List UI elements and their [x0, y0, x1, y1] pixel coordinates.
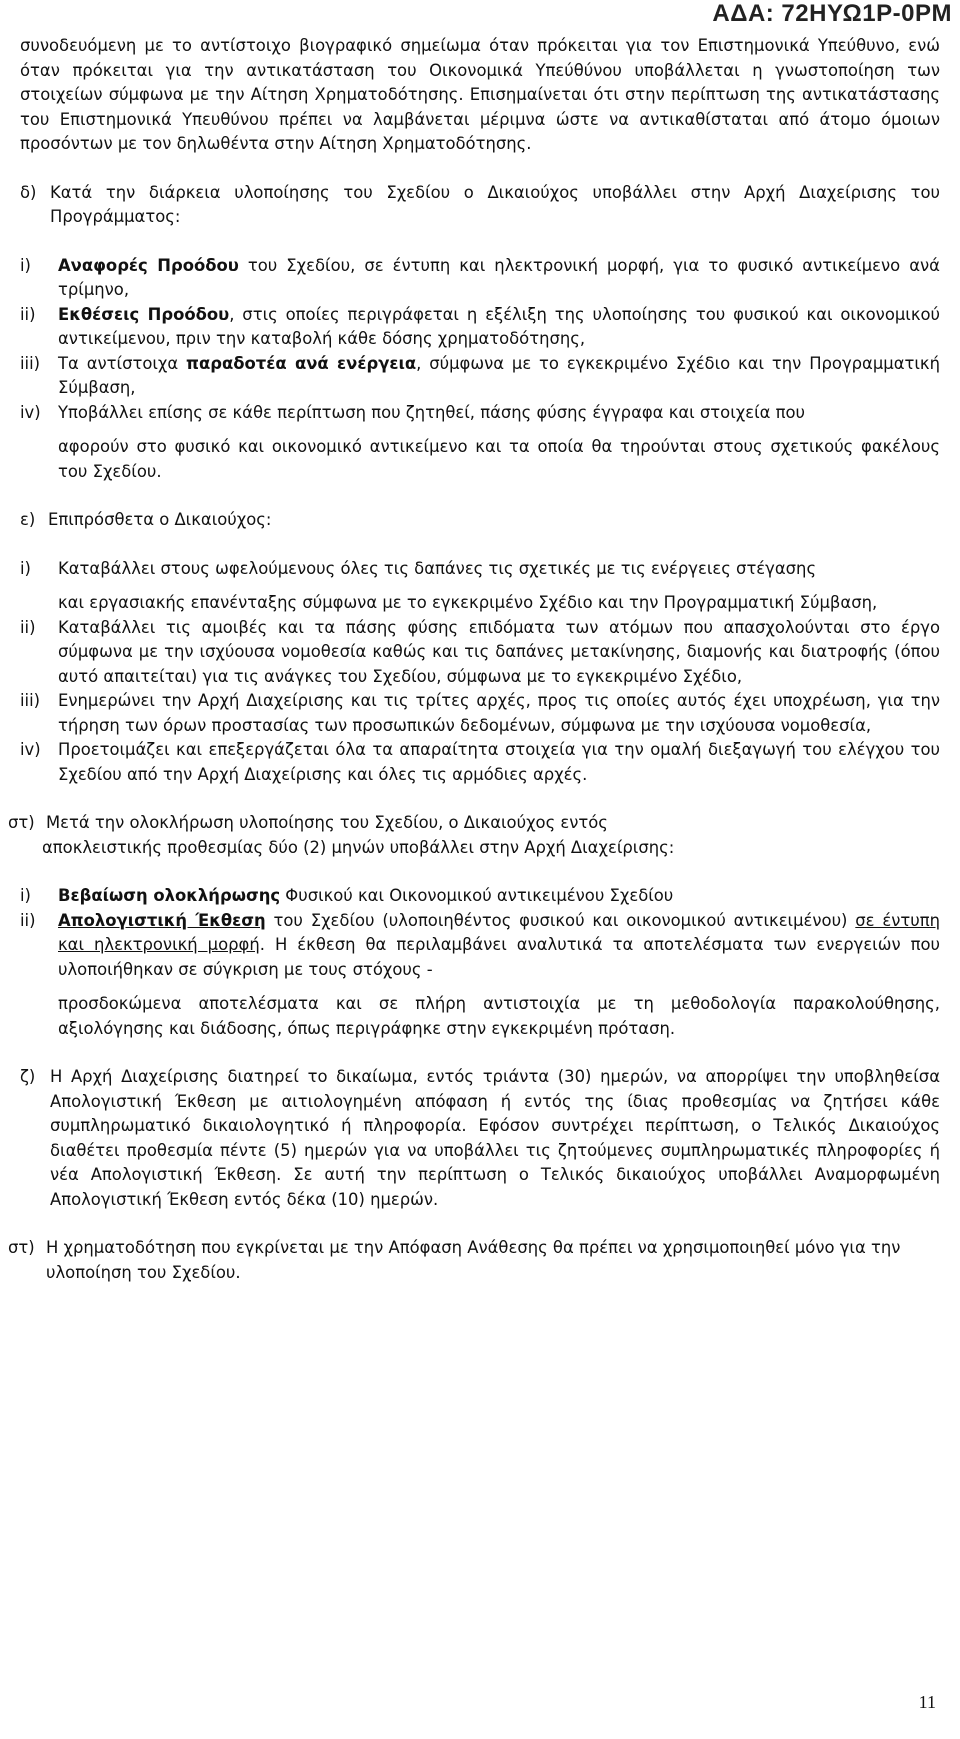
list-item-continuation: αφορούν στο φυσικό και οικονομικό αντικείμενο και τα οποία θα τηρούνται στους σχετικούς φακέλους του Σχεδίου. [58, 437, 940, 481]
section-e [20, 508, 940, 533]
page-number: 11 [918, 1692, 936, 1712]
list-item: iv) Υποβάλλει επίσης σε κάθε περίπτωση που ζητηθεί, πάσης φύσης έγγραφα και στοιχεία που [20, 402, 806, 422]
document-body [8, 34, 940, 1285]
list-item: iii) Ενημερώνει την Αρχή Διαχείρισης και τις τρίτες αρχές, προς τις οποίες αυτός έχει υποχρέωση, για την τήρηση των όρων προστασίας των προσωπικών δεδομένων, σύμφωνα με την ισχύουσα νομοθεσία, [20, 691, 940, 735]
list-item: iii) Τα αντίστοιχα παραδοτέα ανά ενέργεια, σύμφωνα με το εγκεκριμένο Σχέδιο και την Προγραμματική Σύμβαση, [20, 353, 940, 397]
section-text: Κατά την διάρκεια υλοποίησης του Σχεδίου ο Δικαιούχος υποβάλλει στην Αρχή Διαχείρισης του Προγράμματος: [50, 182, 940, 226]
list-item: ii) Εκθέσεις Προόδου, στις οποίες περιγράφεται η εξέλιξη της υλοποίησης του φυσικού και οικονομικού αντικείμενου, πριν την καταβολή κάθε δόσης χρηματοδότησης, [20, 304, 940, 348]
list-item: i) Βεβαίωση ολοκλήρωσης Φυσικού και Οικονομικού αντικειμένου Σχεδίου [20, 886, 674, 905]
section-st-1 [8, 811, 940, 836]
section-z [20, 1065, 940, 1212]
list-item-continuation: και εργασιακής επανένταξης σύμφωνα με το εγκεκριμένο Σχέδιο και την Προγραμματική Σύμβαση, [58, 593, 878, 612]
section-st-2 [8, 1236, 940, 1285]
section-label: στ) [8, 1238, 35, 1257]
list-item: iv) Προετοιμάζει και επεξεργάζεται όλα τα απαραίτητα στοιχεία για την ομαλή διεξαγωγή του ελέγχου του Σχεδίου από την Αρχή Διαχείρισης και όλες τις αρμόδιες αρχές. [20, 740, 940, 784]
list-item: ii) Απολογιστική Έκθεση του Σχεδίου (υλοποιηθέντος φυσικού και οικονομικού αντικειμένου) σε έντυπη και ηλεκτρονική μορφή. Η έκθεση θα περιλαμβάνει αναλυτικά τα αποτελέσματα των ενεργειών που υλοποιήθηκαν σε σύγκριση με τους στόχους - [20, 910, 940, 979]
list-item: i) Αναφορές Προόδου του Σχεδίου, σε έντυπη και ηλεκτρονική μορφή, για το φυσικό αντικείμενο ανά τρίμηνο, [20, 255, 940, 299]
section-label: στ) [8, 813, 35, 832]
ada-code: ΑΔΑ: 72ΗΥΩ1Ρ-0ΡΜ [712, 0, 952, 27]
list-item-continuation: προσδοκώμενα αποτελέσματα και σε πλήρη αντιστοιχία με τη μεθοδολογία παρακολούθησης, αξιολόγησης και διάδοσης, όπως περιγράφηκε στην εγκεκριμένη πρόταση. [58, 994, 940, 1038]
list-item: i) Καταβάλλει στους ωφελούμενους όλες τις δαπάνες τις σχετικές με τις ενέργειες στέγασης [20, 558, 817, 578]
section-label: ε) [20, 510, 36, 529]
list-item: ii) Καταβάλλει τις αμοιβές και τα πάσης φύσης επιδόματα των ατόμων που απασχολούνται στο έργο σύμφωνα με την ισχύουσα νομοθεσία καθώς και τις δαπάνες μετακίνησης, διαμονής και διατροφής (όπου αυτό απαιτείται) για τις ανάγκες του Σχεδίου, σύμφωνα με το εγκεκριμένο Σχέδιο, [20, 617, 940, 686]
section-text: Επιπρόσθετα ο Δικαιούχος: [48, 510, 272, 529]
section-label: δ) [20, 182, 37, 202]
section-text: Μετά την ολοκλήρωση υλοποίησης του Σχεδίου, ο Δικαιούχος εντός [46, 813, 608, 832]
section-text: Η χρηματοδότηση που εγκρίνεται με την Απόφαση Ανάθεσης θα πρέπει να χρησιμοποιηθεί μόνο για την υλοποίηση του Σχεδίου. [46, 1238, 901, 1282]
intro-paragraph: συνοδευόμενη με το αντίστοιχο βιογραφικό σημείωμα όταν πρόκειται για τον Επιστημονικά Υπεύθυνο, ενώ όταν πρόκειται για την αντικατάσταση του Οικονομικά Υπεύθύνου υποβάλλεται η γνωστοποίηση των στοιχείων σύμφωνα με την Αίτηση Χρηματοδότησης. Επισημαίνεται ότι στην περίπτωση της αντικατάστασης του Επιστημονικά Υπευθύνου πρέπει να λαμβάνεται μέριμνα ώστε να αντικαθίσταται από άτομο όμοιων προσόντων με τον δηλωθέντα στην Αίτηση Χρηματοδότησης. [20, 36, 940, 153]
section-text-line2: αποκλειστικής προθεσμίας δύο (2) μηνών υποβάλλει στην Αρχή Διαχείρισης: [42, 837, 675, 857]
section-d [20, 181, 940, 230]
section-label: ζ) [20, 1067, 36, 1086]
section-text: Η Αρχή Διαχείρισης διατηρεί το δικαίωμα, εντός τριάντα (30) ημερών, να απορρίψει την υποβληθείσα Απολογιστική Έκθεση με αιτιολογημένη απόφαση ή εντός της ίδιας προθεσμίας να ζητήσει κάθε συμπληρωματικό δικαιολογητικό ή πληροφορία. Εφόσον συντρέχει περίπτωση, ο Τελικός Δικαιούχος διαθέτει προθεσμία πέντε (5) ημερών για να υποβάλλει τις ζητούμενες συμπληρωματικές πληροφορίες ή νέα Απολογιστική Έκθεση. Σε αυτή την περίπτωση ο Τελικός δικαιούχος υποβάλλει Αναμορφωμένη Απολογιστική Έκθεση εντός δέκα (10) ημερών. [50, 1067, 940, 1209]
